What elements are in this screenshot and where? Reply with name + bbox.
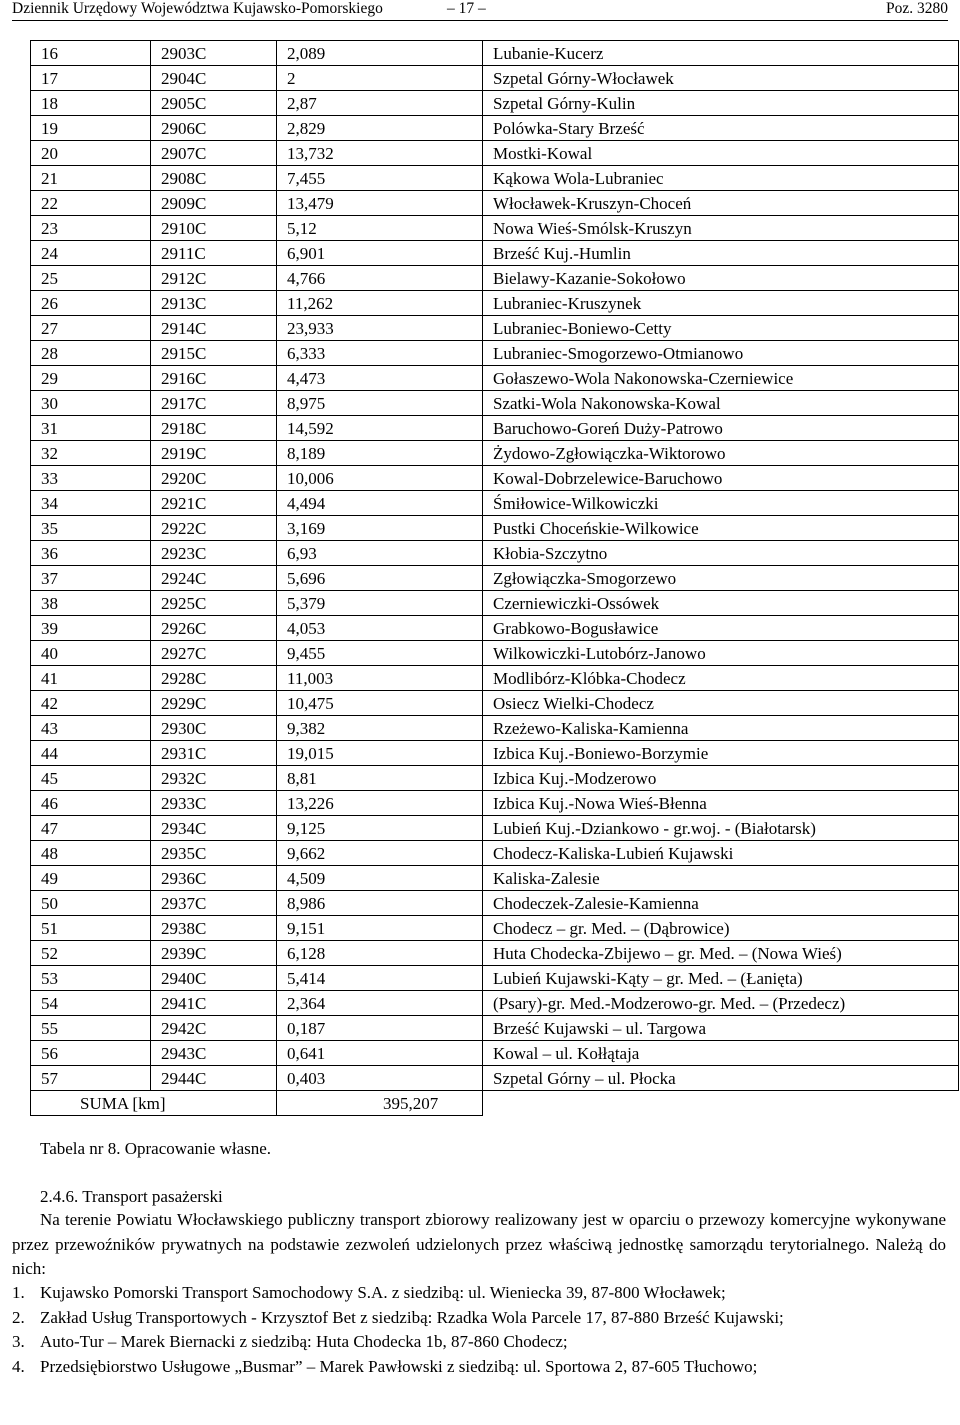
row-number: 45 xyxy=(31,766,151,791)
row-number: 49 xyxy=(31,866,151,891)
road-name: Wilkowiczki-Lutobórz-Janowo xyxy=(483,641,959,666)
road-name: Izbica Kuj.-Boniewo-Borzymie xyxy=(483,741,959,766)
section-title: 2.4.6. Transport pasażerski xyxy=(40,1187,223,1206)
road-number: 2908C xyxy=(151,166,277,191)
road-name: Kowal – ul. Kołłątaja xyxy=(483,1041,959,1066)
row-number: 48 xyxy=(31,841,151,866)
road-length: 5,12 xyxy=(277,216,483,241)
row-number: 35 xyxy=(31,516,151,541)
road-number: 2925C xyxy=(151,591,277,616)
road-number: 2903C xyxy=(151,41,277,66)
road-length: 5,414 xyxy=(277,966,483,991)
road-name: Kowal-Dobrzelewice-Baruchowo xyxy=(483,466,959,491)
table-row xyxy=(31,766,959,791)
row-number: 44 xyxy=(31,741,151,766)
road-number: 2926C xyxy=(151,616,277,641)
row-number: 43 xyxy=(31,716,151,741)
road-number: 2922C xyxy=(151,516,277,541)
road-number: 2941C xyxy=(151,991,277,1016)
sum-row xyxy=(31,1091,959,1116)
road-number: 2915C xyxy=(151,341,277,366)
row-number: 32 xyxy=(31,441,151,466)
row-number: 51 xyxy=(31,916,151,941)
table-row xyxy=(31,241,959,266)
road-number: 2921C xyxy=(151,491,277,516)
road-length: 0,403 xyxy=(277,1066,483,1091)
road-name: Kąkowa Wola-Lubraniec xyxy=(483,166,959,191)
table-row xyxy=(31,891,959,916)
row-number: 40 xyxy=(31,641,151,666)
road-number: 2935C xyxy=(151,841,277,866)
road-number: 2917C xyxy=(151,391,277,416)
road-length: 5,696 xyxy=(277,566,483,591)
road-name: Lubień Kujawski-Kąty – gr. Med. – (Łanięta) xyxy=(483,966,959,991)
road-length: 4,766 xyxy=(277,266,483,291)
sum-blank-cell xyxy=(483,1091,959,1116)
road-length: 9,151 xyxy=(277,916,483,941)
row-number: 56 xyxy=(31,1041,151,1066)
road-name: Izbica Kuj.-Nowa Wieś-Błenna xyxy=(483,791,959,816)
road-length: 10,475 xyxy=(277,691,483,716)
table-row xyxy=(31,841,959,866)
table-row xyxy=(31,1041,959,1066)
table-row xyxy=(31,816,959,841)
row-number: 57 xyxy=(31,1066,151,1091)
road-number: 2911C xyxy=(151,241,277,266)
road-name: Czerniewiczki-Ossówek xyxy=(483,591,959,616)
road-number: 2912C xyxy=(151,266,277,291)
road-name: Szatki-Wola Nakonowska-Kowal xyxy=(483,391,959,416)
road-number: 2928C xyxy=(151,666,277,691)
table-row xyxy=(31,541,959,566)
road-length: 5,379 xyxy=(277,591,483,616)
list-item-text: Kujawsko Pomorski Transport Samochodowy S.A. z siedzibą: ul. Wieniecka 39, 87-800 Włocławek; xyxy=(40,1283,726,1302)
row-number: 52 xyxy=(31,941,151,966)
road-length: 2,829 xyxy=(277,116,483,141)
road-number: 2906C xyxy=(151,116,277,141)
row-number: 20 xyxy=(31,141,151,166)
road-name: Śmiłowice-Wilkowiczki xyxy=(483,491,959,516)
table-row xyxy=(31,441,959,466)
road-length: 8,986 xyxy=(277,891,483,916)
road-length: 9,125 xyxy=(277,816,483,841)
page-header xyxy=(12,0,948,21)
table-row xyxy=(31,1066,959,1091)
table-row xyxy=(31,916,959,941)
road-length: 13,732 xyxy=(277,141,483,166)
row-number: 29 xyxy=(31,366,151,391)
row-number: 41 xyxy=(31,666,151,691)
journal-title: Dziennik Urzędowy Województwa Kujawsko-Pomorskiego xyxy=(12,0,383,17)
table-row xyxy=(31,66,959,91)
road-name: Zgłowiączka-Smogorzewo xyxy=(483,566,959,591)
row-number: 31 xyxy=(31,416,151,441)
row-number: 36 xyxy=(31,541,151,566)
road-number: 2937C xyxy=(151,891,277,916)
row-number: 16 xyxy=(31,41,151,66)
table-row xyxy=(31,1016,959,1041)
road-name: Modlibórz-Klóbka-Chodecz xyxy=(483,666,959,691)
table-row xyxy=(31,991,959,1016)
road-name: Lubraniec-Kruszynek xyxy=(483,291,959,316)
road-number: 2909C xyxy=(151,191,277,216)
row-number: 30 xyxy=(31,391,151,416)
road-length: 11,262 xyxy=(277,291,483,316)
road-name: Szpetal Górny – ul. Płocka xyxy=(483,1066,959,1091)
table-row xyxy=(31,791,959,816)
road-number: 2932C xyxy=(151,766,277,791)
road-name: Chodecz-Kaliska-Lubień Kujawski xyxy=(483,841,959,866)
table-row xyxy=(31,741,959,766)
road-number: 2942C xyxy=(151,1016,277,1041)
road-length: 6,93 xyxy=(277,541,483,566)
road-number: 2934C xyxy=(151,816,277,841)
row-number: 46 xyxy=(31,791,151,816)
road-length: 8,189 xyxy=(277,441,483,466)
road-length: 6,901 xyxy=(277,241,483,266)
table-row xyxy=(31,716,959,741)
table-row xyxy=(31,316,959,341)
road-name: Żydowo-Zgłowiączka-Wiktorowo xyxy=(483,441,959,466)
list-item-text: Zakład Usług Transportowych - Krzysztof Bet z siedzibą: Rzadka Wola Parcele 17, 87-880 Brześć Kujawski; xyxy=(40,1307,784,1327)
row-number: 27 xyxy=(31,316,151,341)
row-number: 37 xyxy=(31,566,151,591)
road-name: Pustki Choceńskie-Wilkowice xyxy=(483,516,959,541)
road-length: 4,494 xyxy=(277,491,483,516)
road-length: 19,015 xyxy=(277,741,483,766)
road-number: 2905C xyxy=(151,91,277,116)
row-number: 39 xyxy=(31,616,151,641)
road-name: Brześć Kuj.-Humlin xyxy=(483,241,959,266)
road-number: 2914C xyxy=(151,316,277,341)
road-name: (Psary)-gr. Med.-Modzerowo-gr. Med. – (Przedecz) xyxy=(483,991,959,1016)
row-number: 50 xyxy=(31,891,151,916)
row-number: 23 xyxy=(31,216,151,241)
row-number: 17 xyxy=(31,66,151,91)
table-row xyxy=(31,191,959,216)
road-number: 2924C xyxy=(151,566,277,591)
list-item-number: 2. xyxy=(12,1307,25,1327)
table-row xyxy=(31,691,959,716)
road-number: 2933C xyxy=(151,791,277,816)
road-length: 9,455 xyxy=(277,641,483,666)
row-number: 34 xyxy=(31,491,151,516)
road-length: 2,089 xyxy=(277,41,483,66)
table-row xyxy=(31,416,959,441)
table-row xyxy=(31,466,959,491)
road-name: Mostki-Kowal xyxy=(483,141,959,166)
road-name: Kłobia-Szczytno xyxy=(483,541,959,566)
road-length: 3,169 xyxy=(277,516,483,541)
table-row xyxy=(31,266,959,291)
road-length: 9,382 xyxy=(277,716,483,741)
sum-value: 395,207 xyxy=(277,1091,483,1116)
intro-paragraph xyxy=(12,1208,946,1282)
road-name: Włocławek-Kruszyn-Choceń xyxy=(483,191,959,216)
position-number: Poz. 3280 xyxy=(886,0,948,17)
road-number: 2920C xyxy=(151,466,277,491)
road-name: Lubraniec-Boniewo-Cetty xyxy=(483,316,959,341)
road-number: 2940C xyxy=(151,966,277,991)
road-number: 2931C xyxy=(151,741,277,766)
table-row xyxy=(31,91,959,116)
table-row xyxy=(31,116,959,141)
road-length: 2,364 xyxy=(277,991,483,1016)
road-number: 2918C xyxy=(151,416,277,441)
road-name: Izbica Kuj.-Modzerowo xyxy=(483,766,959,791)
row-number: 53 xyxy=(31,966,151,991)
table-row xyxy=(31,641,959,666)
road-number: 2930C xyxy=(151,716,277,741)
road-length: 13,226 xyxy=(277,791,483,816)
road-length: 11,003 xyxy=(277,666,483,691)
road-number: 2944C xyxy=(151,1066,277,1091)
table-row xyxy=(31,966,959,991)
table-row xyxy=(31,941,959,966)
road-length: 13,479 xyxy=(277,191,483,216)
table-row xyxy=(31,291,959,316)
road-number: 2907C xyxy=(151,141,277,166)
road-name: Chodeczek-Zalesie-Kamienna xyxy=(483,891,959,916)
row-number: 26 xyxy=(31,291,151,316)
road-number: 2943C xyxy=(151,1041,277,1066)
row-number: 47 xyxy=(31,816,151,841)
road-number: 2910C xyxy=(151,216,277,241)
list-item-number: 3. xyxy=(12,1332,25,1351)
row-number: 38 xyxy=(31,591,151,616)
table-row xyxy=(31,216,959,241)
table-row xyxy=(31,516,959,541)
list-item-number: 4. xyxy=(12,1356,25,1376)
road-length: 9,662 xyxy=(277,841,483,866)
road-name: Lubanie-Kucerz xyxy=(483,41,959,66)
road-length: 6,333 xyxy=(277,341,483,366)
table-row xyxy=(31,166,959,191)
road-name: Szpetal Górny-Włocławek xyxy=(483,66,959,91)
table-row xyxy=(31,41,959,66)
road-name: Gołaszewo-Wola Nakonowska-Czerniewice xyxy=(483,366,959,391)
road-number: 2929C xyxy=(151,691,277,716)
road-length: 2,87 xyxy=(277,91,483,116)
row-number: 55 xyxy=(31,1016,151,1041)
row-number: 54 xyxy=(31,991,151,1016)
list-item-number: 1. xyxy=(12,1283,25,1302)
road-name: Osiecz Wielki-Chodecz xyxy=(483,691,959,716)
table-caption: Tabela nr 8. Opracowanie własne. xyxy=(40,1139,272,1158)
intro-paragraph-text: Na terenie Powiatu Włocławskiego publiczny transport zbiorowy realizowany jest w oparciu o przewozy komercyjne wykonywane przez przewoźników prywatnych na podstawie zezwoleń udzielonych przez właściwą jednostkę samorządu terytorialnego. Należą do nich: xyxy=(12,1210,946,1278)
table-row xyxy=(31,666,959,691)
road-name: Chodecz – gr. Med. – (Dąbrowice) xyxy=(483,916,959,941)
list-item xyxy=(12,1355,946,1380)
table-row xyxy=(31,491,959,516)
road-name: Lubraniec-Smogorzewo-Otmianowo xyxy=(483,341,959,366)
row-number: 28 xyxy=(31,341,151,366)
road-number: 2939C xyxy=(151,941,277,966)
list-item-text: Przedsiębiorstwo Usługowe „Busmar” – Marek Pawłowski z siedzibą: ul. Sportowa 2, 87-605 Tłuchowo; xyxy=(40,1356,758,1376)
roads-table xyxy=(30,40,959,1116)
road-name: Szpetal Górny-Kulin xyxy=(483,91,959,116)
road-length: 8,81 xyxy=(277,766,483,791)
road-number: 2916C xyxy=(151,366,277,391)
row-number: 24 xyxy=(31,241,151,266)
road-length: 6,128 xyxy=(277,941,483,966)
road-length: 23,933 xyxy=(277,316,483,341)
row-number: 22 xyxy=(31,191,151,216)
row-number: 18 xyxy=(31,91,151,116)
page-number: – 17 – xyxy=(447,0,486,17)
road-length: 10,006 xyxy=(277,466,483,491)
road-length: 14,592 xyxy=(277,416,483,441)
list-item xyxy=(12,1306,946,1331)
table-row xyxy=(31,366,959,391)
road-length: 4,473 xyxy=(277,366,483,391)
road-name: Lubień Kuj.-Dziankowo - gr.woj. - (Białotarsk) xyxy=(483,816,959,841)
table-row xyxy=(31,866,959,891)
table-row xyxy=(31,341,959,366)
road-name: Polówka-Stary Brześć xyxy=(483,116,959,141)
table-row xyxy=(31,591,959,616)
road-length: 4,053 xyxy=(277,616,483,641)
road-length: 0,641 xyxy=(277,1041,483,1066)
row-number: 19 xyxy=(31,116,151,141)
road-number: 2919C xyxy=(151,441,277,466)
road-number: 2904C xyxy=(151,66,277,91)
road-number: 2923C xyxy=(151,541,277,566)
road-name: Nowa Wieś-Smólsk-Kruszyn xyxy=(483,216,959,241)
road-length: 4,509 xyxy=(277,866,483,891)
table-row xyxy=(31,616,959,641)
list-item xyxy=(12,1330,946,1355)
table-row xyxy=(31,566,959,591)
row-number: 33 xyxy=(31,466,151,491)
list-item xyxy=(12,1281,946,1306)
road-name: Brześć Kujawski – ul. Targowa xyxy=(483,1016,959,1041)
road-length: 2 xyxy=(277,66,483,91)
road-length: 0,187 xyxy=(277,1016,483,1041)
road-number: 2938C xyxy=(151,916,277,941)
road-name: Baruchowo-Goreń Duży-Patrowo xyxy=(483,416,959,441)
road-name: Kaliska-Zalesie xyxy=(483,866,959,891)
carrier-list xyxy=(12,1281,946,1379)
table-row xyxy=(31,141,959,166)
road-number: 2913C xyxy=(151,291,277,316)
road-name: Grabkowo-Bogusławice xyxy=(483,616,959,641)
road-length: 7,455 xyxy=(277,166,483,191)
row-number: 25 xyxy=(31,266,151,291)
road-number: 2936C xyxy=(151,866,277,891)
road-number: 2927C xyxy=(151,641,277,666)
row-number: 42 xyxy=(31,691,151,716)
road-name: Rzeżewo-Kaliska-Kamienna xyxy=(483,716,959,741)
road-length: 8,975 xyxy=(277,391,483,416)
row-number: 21 xyxy=(31,166,151,191)
road-name: Bielawy-Kazanie-Sokołowo xyxy=(483,266,959,291)
road-name: Huta Chodecka-Zbijewo – gr. Med. – (Nowa Wieś) xyxy=(483,941,959,966)
list-item-text: Auto-Tur – Marek Biernacki z siedzibą: Huta Chodecka 1b, 87-860 Chodecz; xyxy=(40,1332,568,1351)
roads-table-body xyxy=(31,41,959,1091)
table-row xyxy=(31,391,959,416)
sum-label: SUMA [km] xyxy=(31,1091,277,1116)
